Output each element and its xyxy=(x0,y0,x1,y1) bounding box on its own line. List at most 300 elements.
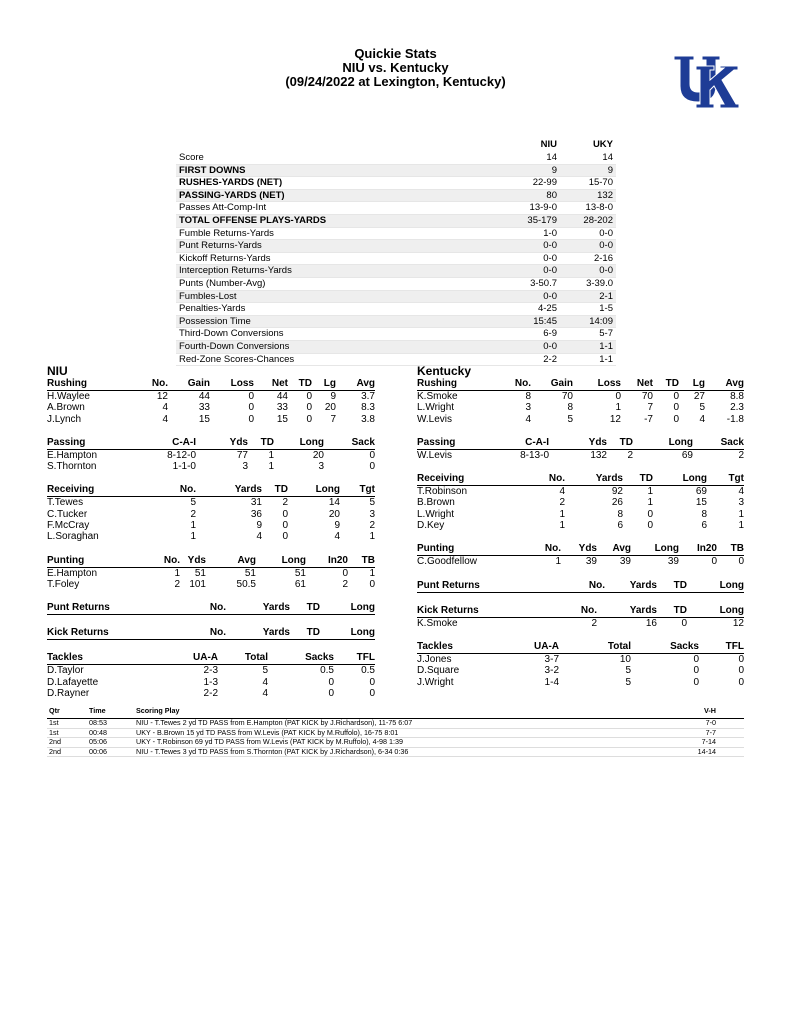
column-header: No. xyxy=(209,627,226,639)
player-name: S.Thornton xyxy=(47,461,97,473)
scoring-play: UKY - T.Robinson 69 yd TD PASS from W.Levis (PAT KICK by M.Ruffolo), 4-98 1:39 xyxy=(136,737,403,747)
section-title: Punting xyxy=(417,543,455,555)
scoring-qtr: 1st xyxy=(49,718,59,727)
player-name: J.Wright xyxy=(417,676,454,688)
stat-cell: 0 xyxy=(248,391,254,402)
team-stat-label: Fumbles-Lost xyxy=(179,290,237,302)
column-header: TD xyxy=(260,436,274,448)
stat-cell: 0 xyxy=(369,449,375,461)
stat-cell: 1 xyxy=(268,461,274,473)
player-row xyxy=(417,654,744,665)
stat-cell: 0 xyxy=(738,556,744,568)
player-name: L.Soraghan xyxy=(47,531,99,543)
team-stat-uky: 28-202 xyxy=(583,214,613,226)
kentucky-individual-stats xyxy=(417,364,744,700)
stat-cell: 8-13-0 xyxy=(520,449,549,461)
column-header: Net xyxy=(636,378,653,389)
section-header xyxy=(417,543,744,556)
column-header: Lg xyxy=(323,378,336,389)
section-title: Passing xyxy=(417,436,456,448)
player-row xyxy=(417,677,744,688)
team-stats-row xyxy=(176,328,616,341)
player-row xyxy=(417,391,744,402)
column-header: Gain xyxy=(550,378,573,389)
stats-section-receiving xyxy=(417,473,744,531)
team-stat-label: PASSING-YARDS (NET) xyxy=(179,189,285,201)
team-stats-header-niu: NIU xyxy=(540,139,557,150)
column-header: Yds xyxy=(229,436,248,448)
stat-cell: 26 xyxy=(611,497,623,509)
stat-cell: 15 xyxy=(198,413,210,425)
column-header: Yards xyxy=(262,627,290,639)
scoring-time: 00:48 xyxy=(89,727,107,737)
player-name: W.Levis xyxy=(417,449,453,461)
stat-cell: 4 xyxy=(525,413,531,425)
team-stat-niu: 3-50.7 xyxy=(530,277,557,289)
column-header: TD xyxy=(673,579,687,591)
stat-cell: 0 xyxy=(615,391,621,402)
scoring-header-score: V-H xyxy=(704,706,716,715)
player-name: E.Hampton xyxy=(47,567,98,579)
team-stats-row xyxy=(176,190,616,203)
team-stats-header-uky: UKY xyxy=(592,139,613,150)
stats-section-punting xyxy=(417,543,744,567)
stat-cell: 20 xyxy=(324,402,336,414)
stat-cell: 0 xyxy=(282,520,288,532)
stat-cell: 4 xyxy=(559,486,565,498)
scoring-play: UKY - B.Brown 15 yd TD PASS from W.Levis (PAT KICK by M.Ruffolo), 16-75 8:01 xyxy=(136,727,399,737)
stat-cell: 2 xyxy=(591,617,597,629)
column-header: Long xyxy=(719,579,744,591)
column-header: Total xyxy=(607,640,631,652)
team-stats-row xyxy=(176,253,616,266)
stat-cell: 1 xyxy=(559,520,565,532)
team-stat-niu: 0-0 xyxy=(543,340,557,352)
section-title: Rushing xyxy=(417,378,457,389)
team-stat-uky: 1-1 xyxy=(599,353,613,365)
column-header: Sacks xyxy=(305,652,334,664)
section-header xyxy=(47,555,375,568)
stat-cell: 6 xyxy=(617,520,623,532)
column-header: Long xyxy=(654,543,679,555)
player-name: C.Tucker xyxy=(47,508,88,520)
team-stat-label: RUSHES-YARDS (NET) xyxy=(179,177,283,189)
section-title: Punt Returns xyxy=(47,602,110,614)
scoring-time: 05:06 xyxy=(89,737,107,747)
stat-cell: 1-4 xyxy=(544,676,559,688)
player-name: D.Rayner xyxy=(47,687,90,699)
stat-cell: 0 xyxy=(647,520,653,532)
column-header: Loss xyxy=(230,378,254,389)
stat-cell: 39 xyxy=(619,556,631,568)
stat-cell: -1.8 xyxy=(726,413,744,425)
column-header: TD xyxy=(306,602,320,614)
team-stats-row xyxy=(176,316,616,329)
section-header xyxy=(417,473,744,486)
player-name: H.Waylee xyxy=(47,391,90,402)
stat-cell: 5 xyxy=(262,665,268,677)
column-header: Lg xyxy=(692,378,705,389)
stat-cell: 0 xyxy=(342,567,348,579)
team-stats-row xyxy=(176,303,616,316)
team-stat-niu: 0-0 xyxy=(543,252,557,264)
team-stat-uky: 9 xyxy=(607,164,613,176)
stat-cell: 2 xyxy=(342,578,348,590)
player-row xyxy=(47,402,375,413)
stats-section-passing xyxy=(47,437,375,473)
team-stat-uky: 2-16 xyxy=(593,252,613,264)
stat-cell: 2 xyxy=(174,578,180,590)
stat-cell: 1 xyxy=(369,567,375,579)
stat-cell: 0.5 xyxy=(320,665,334,677)
stat-cell: 7 xyxy=(647,402,653,414)
stat-cell: 3 xyxy=(738,497,744,509)
column-header: TB xyxy=(361,554,375,566)
player-name: K.Smoke xyxy=(417,617,458,629)
column-header: Yards xyxy=(234,484,262,496)
team-stat-uky: 1-5 xyxy=(599,303,613,315)
team-stats-row xyxy=(176,278,616,291)
stat-cell: 0 xyxy=(369,578,375,590)
section-header xyxy=(417,378,744,391)
date-location: (09/24/2022 at Lexington, Kentucky) xyxy=(285,74,506,89)
column-header: In20 xyxy=(696,543,717,555)
scoring-score: 7-14 xyxy=(701,737,716,747)
player-row xyxy=(417,450,744,461)
stat-cell: 132 xyxy=(590,449,607,461)
stat-cell: 9 xyxy=(256,520,262,532)
scoring-time: 00:06 xyxy=(89,746,107,756)
team-stats-row xyxy=(176,265,616,278)
player-row xyxy=(47,391,375,402)
stat-cell: 44 xyxy=(276,391,288,402)
kentucky-logo xyxy=(672,54,740,110)
team-stats-row xyxy=(176,152,616,165)
stat-cell: 70 xyxy=(561,391,573,402)
team-stat-label: Penalties-Yards xyxy=(179,303,246,315)
stat-cell: 0 xyxy=(306,391,312,402)
stat-cell: 2 xyxy=(627,449,633,461)
player-row xyxy=(47,509,375,520)
player-row xyxy=(417,509,744,520)
player-name: T.Tewes xyxy=(47,497,84,509)
column-header: Yards xyxy=(629,579,657,591)
team-stat-uky: 3-39.0 xyxy=(586,277,613,289)
niu-individual-stats xyxy=(47,364,375,711)
stat-cell: 3-2 xyxy=(544,665,559,677)
column-header: TFL xyxy=(356,652,375,664)
stat-cell: 31 xyxy=(250,497,262,509)
section-title: Punting xyxy=(47,554,85,566)
stat-cell: 69 xyxy=(695,486,707,498)
team-stat-niu: 14 xyxy=(546,152,557,163)
stat-cell: 2.3 xyxy=(730,402,744,414)
team-stat-uky: 14:09 xyxy=(589,315,613,327)
team-stats-row xyxy=(176,165,616,178)
stat-cell: 3 xyxy=(369,508,375,520)
stat-cell: 1-3 xyxy=(203,676,218,688)
column-header: Gain xyxy=(187,378,210,389)
column-header: No. xyxy=(179,484,196,496)
team-stats-row xyxy=(176,177,616,190)
player-row xyxy=(47,414,375,425)
team-stat-niu: 15:45 xyxy=(533,315,557,327)
player-name: J.Lynch xyxy=(47,413,82,425)
column-header: UA-A xyxy=(193,652,218,664)
player-row xyxy=(417,402,744,413)
stat-cell: 2-3 xyxy=(203,665,218,677)
team-stats-row xyxy=(176,341,616,354)
column-header: Tgt xyxy=(359,484,375,496)
stat-cell: 3.8 xyxy=(361,413,375,425)
report-title: Quickie Stats xyxy=(354,46,437,61)
stat-cell: 4 xyxy=(262,687,268,699)
scoring-header-qtr: Qtr xyxy=(49,706,60,715)
player-row xyxy=(47,568,375,579)
scoring-qtr: 1st xyxy=(49,727,59,737)
player-name: B.Brown xyxy=(417,497,455,509)
stat-cell: 2 xyxy=(190,508,196,520)
player-row xyxy=(417,520,744,531)
team-stat-uky: 15-70 xyxy=(588,177,613,189)
section-title: Receiving xyxy=(47,484,95,496)
stat-cell: 0 xyxy=(282,531,288,543)
column-header: Long xyxy=(668,436,693,448)
stat-cell: 51 xyxy=(294,567,306,579)
section-title: Punt Returns xyxy=(417,579,480,591)
stat-cell: 3 xyxy=(242,461,248,473)
team-stats-row xyxy=(176,240,616,253)
stat-cell: 5 xyxy=(625,665,631,677)
column-header: Avg xyxy=(237,554,256,566)
stat-cell: 0 xyxy=(693,676,699,688)
stat-cell: 4 xyxy=(738,486,744,498)
section-header xyxy=(47,378,375,391)
column-header: Sack xyxy=(720,436,744,448)
column-header: Avg xyxy=(356,378,375,389)
player-name: T.Foley xyxy=(47,578,80,590)
column-header: No. xyxy=(514,378,531,389)
scoring-summary xyxy=(47,706,744,757)
stat-cell: 8.3 xyxy=(361,402,375,414)
stat-cell: 0 xyxy=(328,687,334,699)
scoring-qtr: 2nd xyxy=(49,737,61,747)
team-stat-niu: 13-9-0 xyxy=(529,202,557,214)
stat-cell: 0 xyxy=(306,402,312,414)
stat-cell: 0 xyxy=(673,413,679,425)
column-header: Sack xyxy=(351,436,375,448)
column-header: TD xyxy=(665,378,679,389)
player-row xyxy=(47,497,375,508)
stats-section-rushing xyxy=(47,378,375,425)
team-stat-label: Punts (Number-Avg) xyxy=(179,277,266,289)
stat-cell: -7 xyxy=(644,413,653,425)
stat-cell: 0 xyxy=(306,413,312,425)
scoring-play: NIU - T.Tewes 3 yd TD PASS from S.Thornton (PAT KICK by J.Richardson), 6-34 0:36 xyxy=(136,746,409,756)
stat-cell: 5 xyxy=(369,497,375,509)
stat-cell: 2 xyxy=(738,449,744,461)
stats-section-passing xyxy=(417,437,744,461)
section-title: Passing xyxy=(47,436,86,448)
team-stats-row xyxy=(176,228,616,241)
team-stats-row xyxy=(176,291,616,304)
team-stat-niu: 9 xyxy=(551,164,557,176)
section-title: Kick Returns xyxy=(47,627,109,639)
stat-cell: 8 xyxy=(701,508,707,520)
team-stat-label: FIRST DOWNS xyxy=(179,164,246,176)
column-header: No. xyxy=(163,554,180,566)
stat-cell: 4 xyxy=(262,676,268,688)
stat-cell: 0 xyxy=(673,402,679,414)
player-name: A.Brown xyxy=(47,402,85,414)
stat-cell: 12 xyxy=(732,617,744,629)
section-title: Rushing xyxy=(47,378,87,389)
team-stat-uky: 5-7 xyxy=(599,328,613,340)
stat-cell: 1 xyxy=(190,520,196,532)
stat-cell: 33 xyxy=(276,402,288,414)
stat-cell: 1 xyxy=(615,402,621,414)
column-header: Tgt xyxy=(728,473,744,485)
stat-cell: 0 xyxy=(369,676,375,688)
column-header: Yards xyxy=(595,473,623,485)
player-row xyxy=(417,486,744,497)
stat-cell: 2 xyxy=(559,497,565,509)
player-row xyxy=(47,688,375,699)
team-stat-niu: 1-0 xyxy=(543,227,557,239)
team-stat-uky: 13-8-0 xyxy=(585,202,613,214)
stat-cell: 1 xyxy=(738,520,744,532)
column-header: No. xyxy=(151,378,168,389)
team-stat-niu: 22-99 xyxy=(532,177,557,189)
team-name: NIU xyxy=(47,364,68,378)
stats-section-kick-returns xyxy=(417,605,744,629)
stats-section-punting xyxy=(47,555,375,591)
column-header: TD xyxy=(298,378,312,389)
stat-cell: 8 xyxy=(525,391,531,402)
team-stat-label: Third-Down Conversions xyxy=(179,328,284,340)
stat-cell: 61 xyxy=(294,578,306,590)
scoring-header-time: Time xyxy=(89,706,106,715)
player-row xyxy=(47,579,375,590)
column-header: TD xyxy=(639,473,653,485)
stat-cell: 8 xyxy=(617,508,623,520)
player-row xyxy=(417,556,744,567)
stat-cell: 4 xyxy=(334,531,340,543)
stat-cell: 51 xyxy=(244,567,256,579)
stats-section-receiving xyxy=(47,484,375,542)
stat-cell: 4 xyxy=(162,413,168,425)
column-header: Yds xyxy=(588,436,607,448)
scoring-time: 08:53 xyxy=(89,718,107,727)
column-header: Loss xyxy=(597,378,621,389)
stat-cell: 5 xyxy=(190,497,196,509)
stats-section-kick-returns xyxy=(47,627,375,640)
stat-cell: 5 xyxy=(699,402,705,414)
stat-cell: 0 xyxy=(248,413,254,425)
team-stat-uky: 132 xyxy=(597,189,613,201)
team-stat-uky: 14 xyxy=(602,152,613,163)
player-name: T.Robinson xyxy=(417,486,468,498)
section-header xyxy=(417,580,744,593)
stat-cell: 5 xyxy=(567,413,573,425)
stat-cell: 50.5 xyxy=(236,578,256,590)
stat-cell: 77 xyxy=(236,449,248,461)
stat-cell: 1 xyxy=(268,449,274,461)
player-row xyxy=(47,677,375,688)
stat-cell: 3-7 xyxy=(544,653,559,665)
player-name: J.Jones xyxy=(417,653,452,665)
column-header: In20 xyxy=(327,554,348,566)
stat-cell: 8-12-0 xyxy=(167,449,196,461)
stat-cell: 2 xyxy=(282,497,288,509)
team-stat-label: Passes Att-Comp-Int xyxy=(179,202,267,214)
stat-cell: 0 xyxy=(369,687,375,699)
stat-cell: 4 xyxy=(162,402,168,414)
team-stat-niu: 2-2 xyxy=(543,353,557,365)
team-stat-label: Punt Returns-Yards xyxy=(179,240,262,252)
player-row xyxy=(417,414,744,425)
team-stat-niu: 6-9 xyxy=(543,328,557,340)
column-header: No. xyxy=(548,473,565,485)
player-row xyxy=(47,520,375,531)
stat-cell: 5 xyxy=(625,676,631,688)
team-stat-niu: 35-179 xyxy=(527,214,557,226)
stat-cell: 9 xyxy=(334,520,340,532)
team-stat-label: Fourth-Down Conversions xyxy=(179,340,290,352)
team-stats-header xyxy=(176,139,616,152)
team-stat-label: Possession Time xyxy=(179,315,251,327)
stat-cell: 0 xyxy=(681,617,687,629)
section-header xyxy=(47,484,375,497)
stat-cell: 1 xyxy=(559,508,565,520)
player-name: E.Hampton xyxy=(47,449,98,461)
player-name: L.Wright xyxy=(417,402,455,414)
player-row xyxy=(417,618,744,629)
column-header: Long xyxy=(315,484,340,496)
scoring-header-play: Scoring Play xyxy=(136,706,180,715)
player-name: D.Square xyxy=(417,665,460,677)
stat-cell: 7 xyxy=(330,413,336,425)
stat-cell: 0 xyxy=(328,676,334,688)
section-title: Kick Returns xyxy=(417,604,479,616)
stat-cell: 0 xyxy=(693,665,699,677)
player-row xyxy=(417,497,744,508)
player-row xyxy=(47,665,375,676)
stats-section-tackles xyxy=(417,641,744,688)
column-header: TD xyxy=(274,484,288,496)
team-stat-label: TOTAL OFFENSE PLAYS-YARDS xyxy=(179,214,327,226)
team-stats-row xyxy=(176,215,616,228)
column-header: TD xyxy=(619,436,633,448)
team-stats-table xyxy=(176,139,616,366)
column-header: Yds xyxy=(578,543,597,555)
stat-cell: 1 xyxy=(369,531,375,543)
team-stat-label: Score xyxy=(179,152,204,163)
stat-cell: 0 xyxy=(738,676,744,688)
stat-cell: 1 xyxy=(647,497,653,509)
column-header: Long xyxy=(719,604,744,616)
stats-section-tackles xyxy=(47,652,375,699)
stats-section-punt-returns xyxy=(47,602,375,615)
stat-cell: 8.8 xyxy=(730,391,744,402)
player-name: C.Goodfellow xyxy=(417,556,478,568)
stat-cell: 36 xyxy=(250,508,262,520)
team-name: Kentucky xyxy=(417,364,472,378)
team-stat-niu: 0-0 xyxy=(543,265,557,277)
stat-cell: 2 xyxy=(369,520,375,532)
stat-cell: 4 xyxy=(256,531,262,543)
column-header: No. xyxy=(588,579,605,591)
